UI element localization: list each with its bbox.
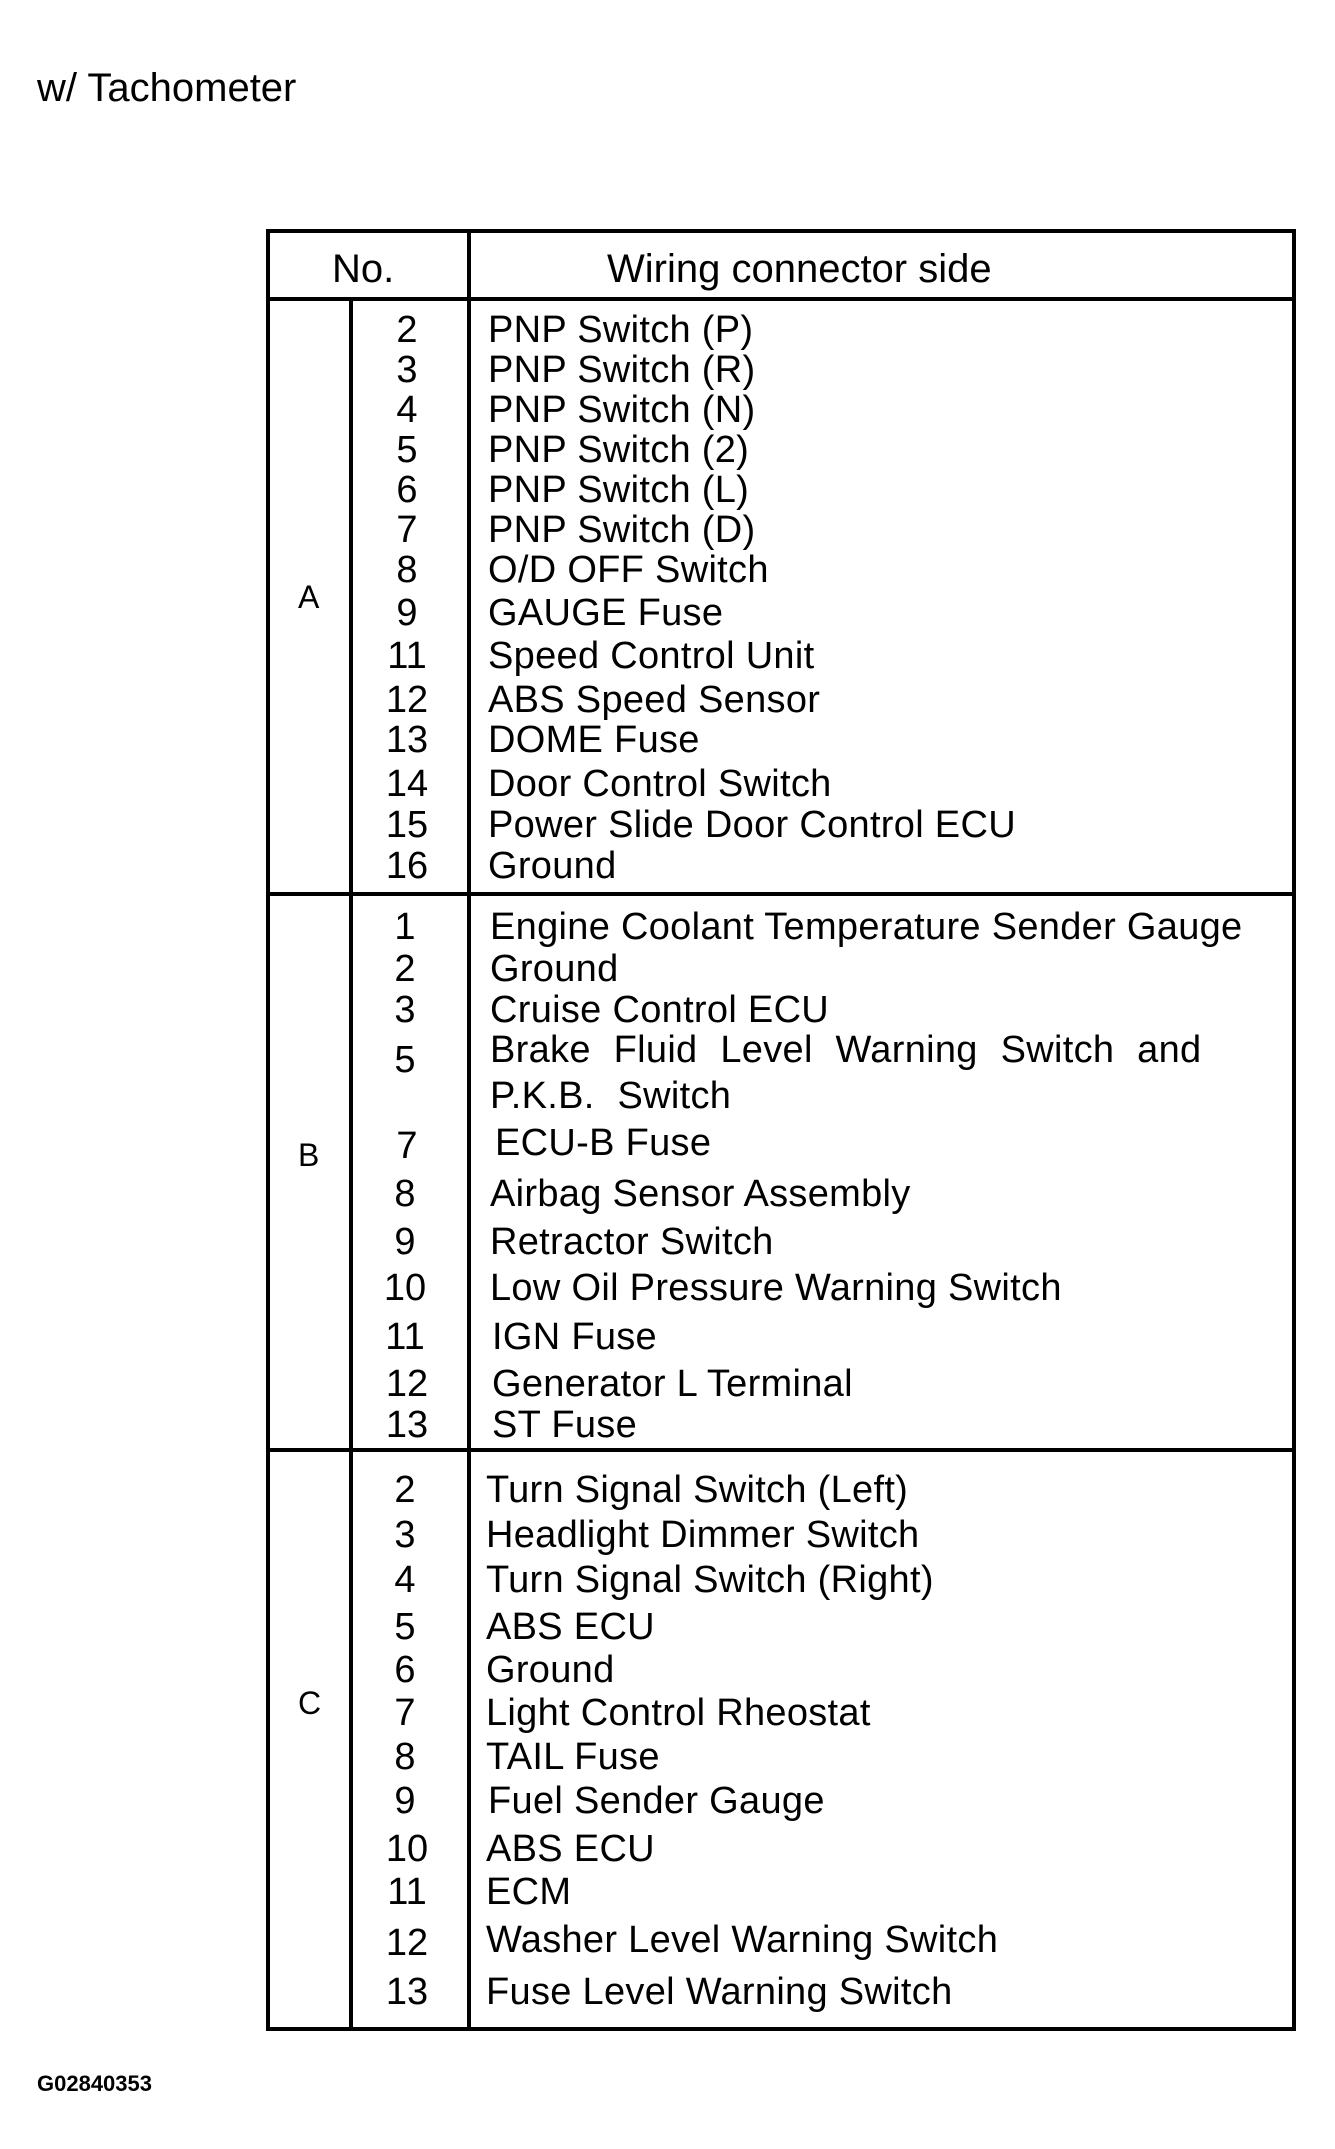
row-number: 14 [385, 763, 429, 805]
row-number: 12 [385, 1363, 429, 1405]
row-label: Headlight Dimmer Switch [486, 1514, 920, 1556]
header-no: No. [332, 247, 395, 291]
row-number: 8 [394, 1736, 416, 1778]
row-label: ABS ECU [486, 1828, 655, 1870]
row-label: ECU-B Fuse [495, 1122, 712, 1164]
row-number: 3 [396, 349, 418, 391]
row-number: 6 [394, 1649, 416, 1691]
row-number: 6 [396, 469, 418, 511]
group-label-a: A [298, 579, 320, 615]
row-number: 5 [394, 1606, 416, 1648]
row-number: 13 [385, 719, 429, 761]
page-title: w/ Tachometer [37, 66, 297, 110]
row-number: 4 [394, 1559, 416, 1601]
row-label: Ground [486, 1649, 615, 1691]
row-label: Turn Signal Switch (Left) [486, 1469, 909, 1511]
row-label: PNP Switch (P) [488, 309, 754, 351]
row-number: 12 [385, 1922, 429, 1964]
row-label: PNP Switch (2) [488, 429, 750, 471]
figure-code: G02840353 [37, 2071, 152, 2096]
row-number: 15 [385, 804, 429, 846]
row-number: 13 [385, 1404, 429, 1446]
row-label: O/D OFF Switch [488, 549, 769, 591]
row-number: 12 [385, 679, 429, 721]
header-divider [270, 297, 1292, 301]
row-label: Ground [488, 845, 617, 887]
row-number: 2 [394, 948, 416, 990]
group-label-b: B [298, 1137, 320, 1173]
group-label-c: C [298, 1685, 322, 1721]
row-label: TAIL Fuse [486, 1736, 660, 1778]
row-label: PNP Switch (L) [488, 469, 750, 511]
row-number: 7 [396, 1125, 418, 1167]
row-label: Airbag Sensor Assembly [490, 1173, 911, 1215]
row-number: 5 [396, 429, 418, 471]
row-label: Engine Coolant Temperature Sender Gauge [490, 906, 1243, 948]
row-number: 11 [387, 1871, 427, 1913]
row-label: Ground [490, 948, 619, 990]
row-number: 11 [387, 635, 427, 677]
row-label: Generator L Terminal [492, 1363, 853, 1405]
row-label: ABS Speed Sensor [488, 679, 821, 721]
row-number: 3 [394, 989, 416, 1031]
group-divider-ab [270, 892, 1292, 896]
row-label: ABS ECU [486, 1606, 655, 1648]
row-label: PNP Switch (R) [488, 349, 756, 391]
row-label: PNP Switch (D) [488, 509, 756, 551]
row-label: Light Control Rheostat [486, 1692, 871, 1734]
row-number: 5 [394, 1039, 416, 1081]
row-number: 9 [396, 592, 418, 634]
row-label: Door Control Switch [488, 763, 832, 805]
no-column-divider [467, 233, 471, 2027]
row-label: Fuel Sender Gauge [488, 1780, 825, 1822]
row-label: Washer Level Warning Switch [486, 1919, 999, 1961]
row-number: 10 [383, 1267, 427, 1309]
row-number: 11 [385, 1316, 425, 1358]
row-number: 8 [396, 549, 418, 591]
row-number: 13 [385, 1971, 429, 2013]
group-divider-bc [270, 1448, 1292, 1452]
row-label: IGN Fuse [492, 1316, 657, 1358]
row-number: 3 [394, 1514, 416, 1556]
row-number: 10 [385, 1828, 429, 1870]
row-number: 9 [394, 1221, 416, 1263]
row-label: Retractor Switch [490, 1221, 774, 1263]
connector-table [266, 229, 1296, 2031]
row-number: 2 [396, 309, 418, 351]
row-number: 9 [394, 1780, 416, 1822]
row-label: Turn Signal Switch (Right) [486, 1559, 934, 1601]
row-label: Low Oil Pressure Warning Switch [490, 1267, 1062, 1309]
row-number: 7 [394, 1692, 416, 1734]
row-label: ECM [486, 1871, 572, 1913]
row-number: 8 [394, 1173, 416, 1215]
row-label: GAUGE Fuse [488, 592, 724, 634]
row-label: ST Fuse [492, 1404, 638, 1446]
row-label: Cruise Control ECU [490, 989, 830, 1031]
group-column-divider [349, 297, 353, 2027]
row-number: 2 [394, 1469, 416, 1511]
row-label: Brake Fluid Level Warning Switch and P.K.B. Switch [490, 1029, 1202, 1117]
row-label: Speed Control Unit [488, 635, 815, 677]
row-label: Power Slide Door Control ECU [488, 804, 1016, 846]
header-wiring-connector-side: Wiring connector side [607, 247, 992, 291]
row-label: Fuse Level Warning Switch [486, 1971, 953, 2013]
row-label: PNP Switch (N) [488, 389, 756, 431]
row-number: 1 [394, 906, 416, 948]
row-label: DOME Fuse [488, 719, 700, 761]
row-number: 7 [396, 509, 418, 551]
row-number: 4 [396, 389, 418, 431]
row-number: 16 [385, 845, 429, 887]
